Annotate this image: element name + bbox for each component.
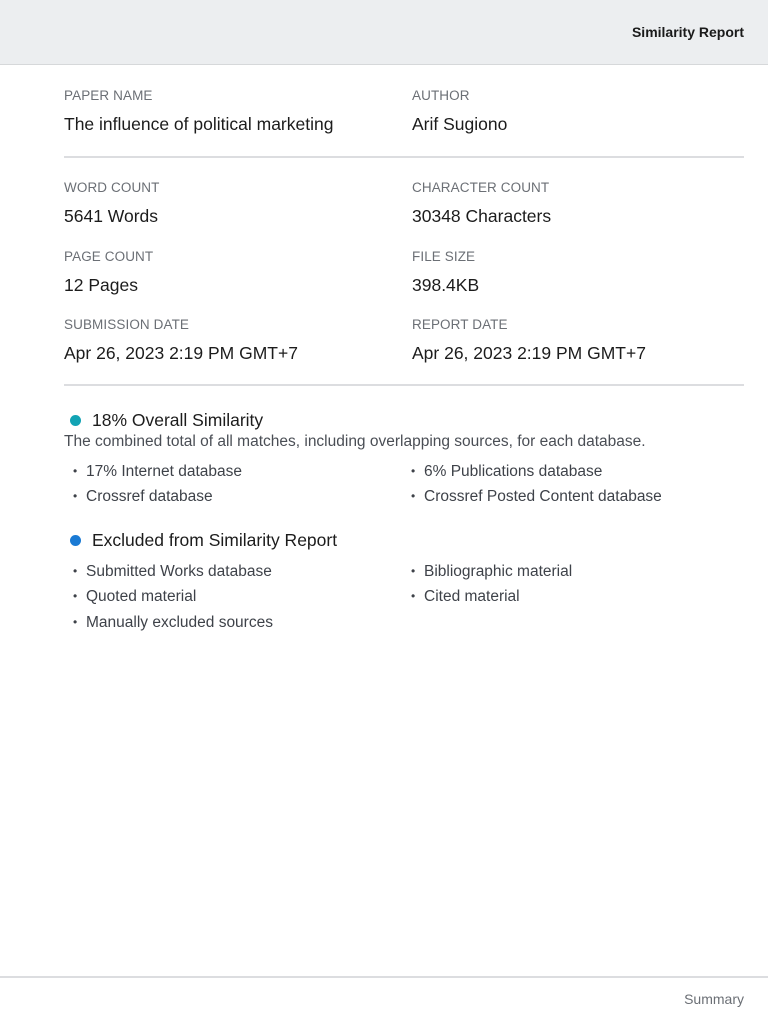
word-count-field	[64, 180, 160, 226]
paper-name-label: PAPER NAME	[64, 88, 153, 103]
excluded-item: • Bibliographic material	[402, 562, 572, 581]
meta-row-paper	[64, 88, 744, 138]
similarity-description: The combined total of all matches, including overlapping sources, for each database.	[64, 433, 646, 450]
character-count-label: CHARACTER COUNT	[412, 180, 550, 195]
similarity-item: • 6% Publications database	[402, 462, 602, 481]
word-count-label: WORD COUNT	[64, 180, 160, 195]
excluded-heading	[64, 529, 744, 551]
paper-name-value: The influence of political marketing	[64, 114, 334, 134]
word-count-value: 5641 Words	[64, 206, 159, 226]
divider-middle	[64, 384, 744, 386]
divider-top	[64, 156, 744, 158]
report-date-label: REPORT DATE	[412, 317, 508, 332]
excluded-item: • Cited material	[402, 587, 520, 606]
character-count-field	[412, 180, 551, 226]
character-count-value: 30348 Characters	[412, 206, 552, 226]
excluded-item: • Quoted material	[64, 587, 196, 606]
report-date-value: Apr 26, 2023 2:19 PM GMT+7	[412, 343, 646, 363]
page-count-value: 12 Pages	[64, 275, 138, 295]
paper-name-field	[64, 88, 333, 134]
submission-date-field	[64, 317, 298, 363]
bullet-icon: •	[73, 589, 78, 603]
similarity-heading	[64, 409, 744, 431]
file-size-field	[412, 249, 479, 295]
author-label: AUTHOR	[412, 88, 470, 103]
bullet-icon: •	[73, 615, 78, 629]
file-size-label: FILE SIZE	[412, 249, 476, 264]
meta-row-size	[64, 249, 744, 299]
similarity-dot-icon	[70, 415, 81, 426]
author-field	[412, 88, 507, 134]
submission-date-label: SUBMISSION DATE	[64, 317, 190, 332]
report-date-field	[412, 317, 646, 363]
excluded-dot-icon	[70, 535, 81, 546]
excluded-item: • Submitted Works database	[64, 562, 272, 581]
meta-row-dates	[64, 317, 744, 367]
page-count-field	[64, 249, 153, 295]
bullet-icon: •	[411, 489, 416, 503]
excluded-item: • Manually excluded sources	[64, 613, 273, 632]
bullet-icon: •	[73, 564, 78, 578]
bullet-icon: •	[411, 564, 416, 578]
similarity-title: 18% Overall Similarity	[92, 410, 264, 430]
excluded-title: Excluded from Similarity Report	[92, 530, 338, 550]
similarity-item: • Crossref Posted Content database	[402, 487, 662, 506]
submission-date-value: Apr 26, 2023 2:19 PM GMT+7	[64, 343, 298, 363]
similarity-item: • Crossref database	[64, 487, 213, 506]
page-count-label: PAGE COUNT	[64, 249, 154, 264]
bullet-icon: •	[411, 589, 416, 603]
similarity-item: • 17% Internet database	[64, 462, 242, 481]
meta-row-counts	[64, 180, 744, 230]
bullet-icon: •	[73, 489, 78, 503]
bullet-icon: •	[73, 464, 78, 478]
footer-summary-label: Summary	[684, 991, 744, 1007]
file-size-value: 398.4KB	[412, 275, 480, 295]
footer-divider	[0, 976, 768, 978]
author-value: Arif Sugiono	[412, 114, 508, 134]
report-header	[0, 0, 768, 65]
report-title: Similarity Report	[631, 24, 744, 40]
bullet-icon: •	[411, 464, 416, 478]
